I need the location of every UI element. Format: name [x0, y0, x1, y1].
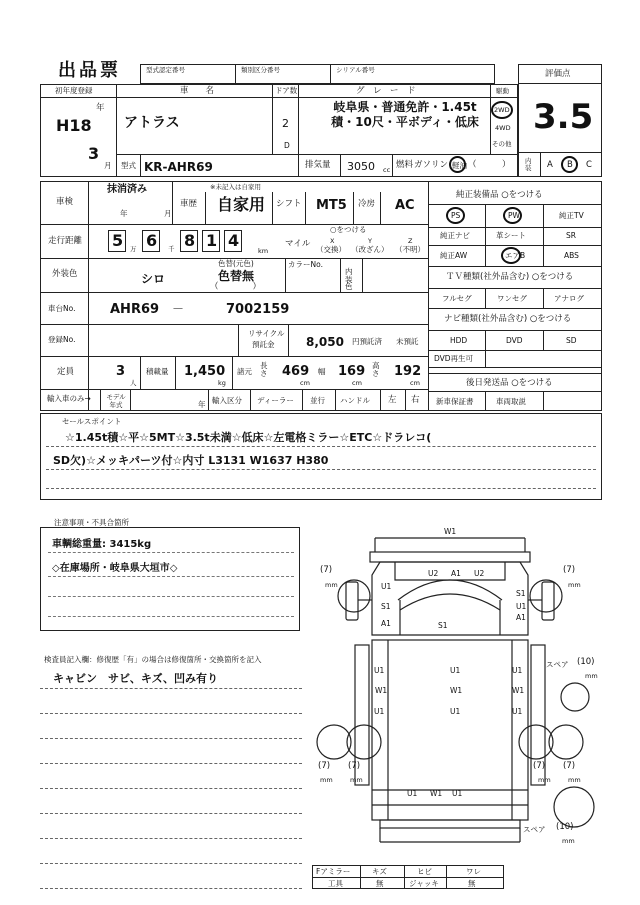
- inspector-label: 検査員記入欄：修復歴「有」の場合は修復箇所・交換箇所を記入: [44, 655, 262, 664]
- damage-u1: U1: [374, 666, 385, 675]
- damage-u1: U1: [381, 582, 392, 591]
- color-change-value: 色替無: [218, 269, 255, 283]
- spare-label: スペア: [523, 825, 546, 834]
- damage-w1: W1: [512, 686, 525, 695]
- damage-s1: S1: [516, 589, 526, 598]
- inspector-line-1: キャビン サビ、キズ、凹み有り: [53, 672, 218, 685]
- interior-color-label: 内装色: [345, 267, 353, 291]
- footer-h1: Fアミラー: [316, 867, 351, 876]
- footer-h4: ワレ: [466, 867, 481, 876]
- mileage-digit: 1: [206, 231, 218, 250]
- damage-u1: U1: [450, 707, 461, 716]
- usage-note: ※未記入は自家用: [210, 183, 261, 191]
- after-title: 後日発送品 ○をつける: [466, 378, 553, 388]
- shift-value: MT5: [316, 198, 347, 213]
- exterior-label: 外装色: [52, 269, 78, 279]
- model-value: KR-AHR69: [144, 160, 213, 174]
- sd-option: SD: [566, 336, 577, 345]
- oneseg-option: ワンセグ: [497, 294, 527, 303]
- length-value: 469: [282, 364, 310, 379]
- warranty-option: 新車保証書: [436, 397, 474, 406]
- damage-w1-top: W1: [444, 527, 457, 536]
- genuine-title: 純正装備品 ○をつける: [456, 190, 543, 200]
- rating-value: 3.5: [533, 97, 594, 137]
- spare-label: スペア: [546, 660, 569, 669]
- chassis-number: 7002159: [226, 302, 290, 317]
- drive-label: 駆動: [496, 87, 509, 95]
- displacement-value: 3050: [347, 160, 375, 173]
- circle-note: ○をつける: [330, 225, 367, 234]
- grade-value: 岐阜県・普通免許・1.45t積・10尺・平ボディ・低床: [331, 100, 479, 129]
- notes-line-2: ◇在庫場所・岐阜県大垣市◇: [52, 563, 178, 574]
- import-class-label: 輸入区分: [212, 396, 242, 405]
- interior-label: 内装: [525, 157, 532, 172]
- dvd-play-option: DVD再生可: [434, 354, 474, 363]
- damage-u1: U1: [516, 602, 527, 611]
- length-label: 長さ: [260, 361, 268, 378]
- damage-u1: U1: [450, 666, 461, 675]
- fullseg-option: フルセグ: [442, 294, 472, 303]
- damage-u1: U1: [512, 666, 523, 675]
- mileage-digit: 4: [228, 231, 240, 250]
- sales-label: セールスポイント: [62, 417, 122, 426]
- load-value: 1,450: [184, 364, 226, 379]
- abs-option: ABS: [564, 251, 579, 260]
- footer-v4: 無: [468, 879, 476, 888]
- navi-option: 純正ナビ: [440, 231, 470, 240]
- reg-no-label: 登録No.: [48, 335, 76, 344]
- tv-option: 純正TV: [559, 211, 584, 220]
- sales-line-2: SD欠)☆メッキパーツ付☆内寸 L3131 W1637 H380: [53, 454, 329, 467]
- sr-option: SR: [566, 231, 576, 240]
- height-value: 192: [394, 364, 422, 379]
- footer-v1: 工具: [328, 879, 343, 888]
- recycle-amount: 8,050: [306, 335, 344, 349]
- inspection-value: 抹消済み: [107, 184, 147, 195]
- pw-option: PW: [508, 211, 520, 220]
- capacity-label: 定員: [57, 367, 75, 377]
- model-label: 型式: [121, 161, 136, 170]
- drive-other: その他: [492, 140, 512, 148]
- handle-left: 左: [388, 395, 397, 405]
- parallel-option: 並行: [310, 396, 325, 405]
- spare-depth: (10): [577, 657, 595, 667]
- handle-right: 右: [411, 395, 420, 405]
- color-change-label: 色替(元色): [218, 259, 254, 268]
- fuel-gas: ガソリン: [414, 160, 449, 170]
- damage-s1: S1: [438, 621, 448, 630]
- damage-u2: U2: [474, 569, 485, 578]
- chassis-prefix: AHR69: [110, 302, 160, 317]
- mileage-digit: 5: [112, 231, 124, 250]
- navi-title: ナビ種類(社外品含む) ○をつける: [444, 314, 572, 324]
- serial-label: シリアル番号: [336, 66, 375, 74]
- shift-label: シフト: [276, 199, 302, 209]
- interior-a: A: [547, 160, 553, 170]
- load-label: 積載量: [146, 367, 169, 376]
- mileage-digit: 6: [146, 231, 158, 250]
- spare-depth: (10): [556, 822, 574, 832]
- dvd-option: DVD: [506, 336, 523, 345]
- exterior-value: シロ: [141, 272, 166, 286]
- manual-option: 車両取説: [496, 397, 526, 406]
- doors-label: ドア数: [275, 86, 298, 95]
- capacity-value: 3: [116, 364, 126, 379]
- airbag-option: エアB: [505, 251, 526, 260]
- width-value: 169: [338, 364, 366, 379]
- interior-b: B: [567, 160, 573, 170]
- footer-v2: 無: [376, 879, 384, 888]
- footer-v3: ジャッキ: [409, 879, 439, 888]
- ps-option: PS: [451, 211, 461, 220]
- damage-u1: U1: [452, 789, 463, 798]
- mile-label: マイル: [285, 239, 311, 249]
- damage-a1: A1: [381, 619, 391, 628]
- tv-title: ＴＶ種類(社外品含む) ○をつける: [446, 272, 574, 282]
- damage-w1: W1: [430, 789, 443, 798]
- damage-a1: A1: [451, 569, 461, 578]
- leather-option: 革シート: [496, 231, 526, 240]
- displacement-label: 排気量: [305, 160, 331, 170]
- first-reg-year: H18: [56, 116, 92, 135]
- usage-label: 車歴: [180, 199, 198, 209]
- drive-2wd: 2WD: [494, 106, 510, 114]
- damage-a1: A1: [516, 613, 526, 622]
- ac-value: AC: [395, 198, 415, 213]
- interior-c: C: [586, 160, 592, 170]
- chassis-label: 車台No.: [48, 304, 76, 313]
- inspection-label: 車検: [56, 197, 74, 207]
- notes-label: 注意事項・不具合箇所: [54, 518, 129, 527]
- usage-value: 自家用: [217, 195, 266, 214]
- damage-u1: U1: [512, 707, 523, 716]
- damage-s1: S1: [381, 602, 391, 611]
- footer-h3: ヒビ: [417, 867, 432, 876]
- damage-w1: W1: [375, 686, 388, 695]
- aw-option: 純正AW: [440, 251, 468, 260]
- dims-label: 諸元: [237, 367, 252, 376]
- notes-line-1: 車輌総重量: 3415kg: [52, 539, 152, 550]
- tire-depth: (7): [348, 761, 361, 771]
- category-label: 類別区分番号: [241, 66, 280, 74]
- color-no-label: カラーNo.: [288, 260, 323, 269]
- tire-depth: (7): [563, 565, 576, 575]
- car-name: アトラス: [124, 115, 180, 131]
- damage-u1: U1: [407, 789, 418, 798]
- sales-line-1: ☆1.45t積☆平☆5MT☆3.5t未満☆低床☆左電格ミラー☆ETC☆ドラレコ(: [65, 431, 432, 444]
- doors-value: 2: [282, 117, 289, 130]
- grade-label: グ レ ー ド: [356, 86, 416, 96]
- first-reg-label: 初年度登録: [55, 86, 93, 95]
- height-label: 高さ: [372, 361, 380, 378]
- tire-depth: (7): [563, 761, 576, 771]
- mileage-label: 走行距離: [48, 236, 83, 246]
- damage-u1: U1: [374, 707, 385, 716]
- damage-w1: W1: [450, 686, 463, 695]
- model-year-label: モデル年式: [106, 393, 126, 409]
- handle-label: ハンドル: [340, 396, 370, 405]
- rating-label: 評価点: [545, 69, 571, 79]
- mileage-digit: 8: [184, 231, 196, 250]
- footer-h2: キズ: [372, 867, 387, 876]
- fuel-label: 燃料: [396, 160, 414, 170]
- analog-option: アナログ: [554, 294, 584, 303]
- car-name-label: 車 名: [180, 86, 215, 96]
- tire-depth: (7): [533, 761, 546, 771]
- page-title: 出品票: [58, 60, 121, 81]
- width-label: 幅: [318, 367, 326, 376]
- import-label: 輸入車のみ→: [47, 394, 91, 403]
- hdd-option: HDD: [450, 336, 468, 345]
- first-reg-month: 3: [88, 144, 100, 163]
- fuel-diesel: 軽油: [452, 161, 467, 170]
- dealer-option: ディーラー: [257, 396, 294, 405]
- model-cert-label: 型式認定番号: [146, 66, 185, 74]
- damage-u2: U2: [428, 569, 439, 578]
- drive-4wd: 4WD: [495, 124, 511, 132]
- recycle-label: リサイクル: [248, 329, 285, 338]
- tire-depth: (7): [320, 565, 333, 575]
- tire-depth: (7): [318, 761, 331, 771]
- ac-label: 冷房: [358, 199, 376, 209]
